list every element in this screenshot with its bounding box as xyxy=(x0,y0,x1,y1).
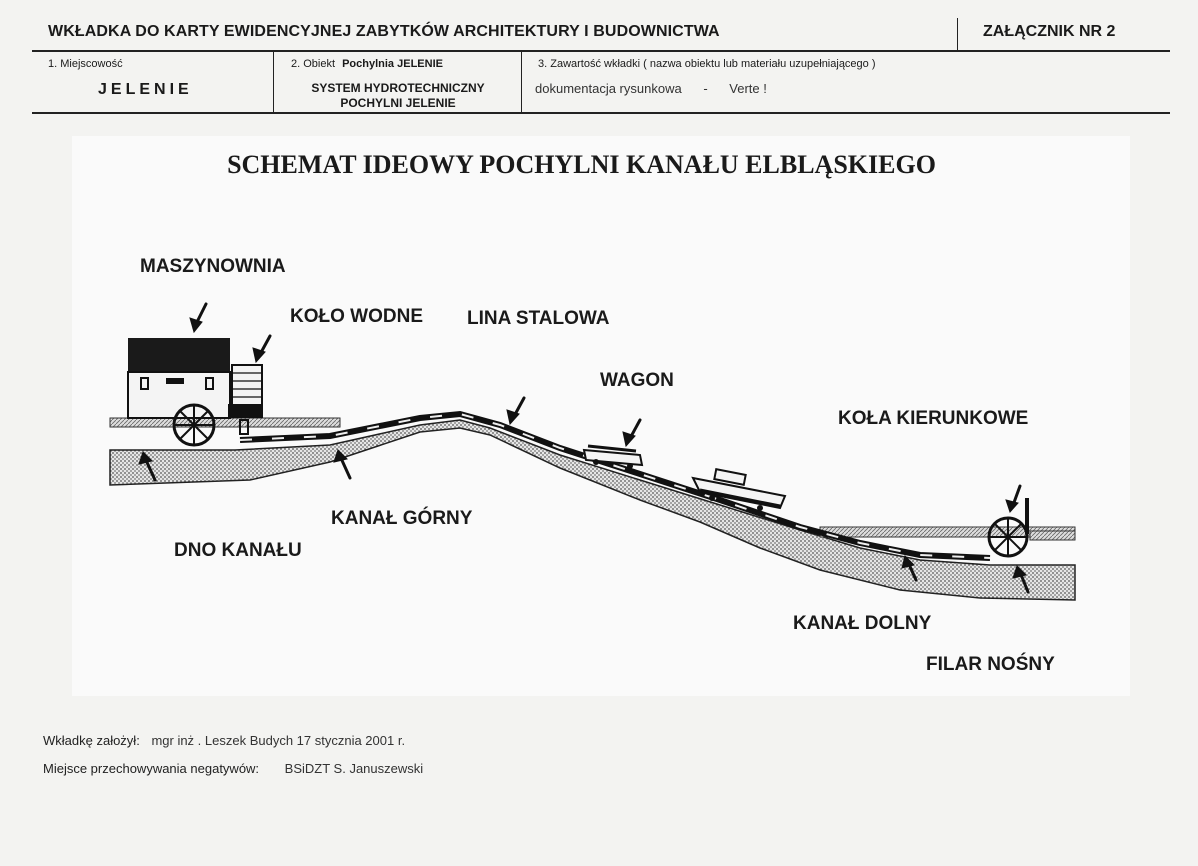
arrow-icon xyxy=(253,336,270,362)
label-support-pillar: FILAR NOŚNY xyxy=(926,654,1055,675)
object-label-text: 2. Obiekt xyxy=(291,58,336,70)
lower-canal-water-right xyxy=(1030,531,1075,540)
label-guide-wheels: KOŁA KIERUNKOWE xyxy=(838,408,1029,429)
storage-value: BSiDZT S. Januszewski xyxy=(284,761,424,776)
label-lower-canal: KANAŁ DOLNY xyxy=(793,613,932,634)
object-value-line2: POCHYLNI JELENIE xyxy=(340,96,456,110)
label-wagon: WAGON xyxy=(600,370,674,391)
storage-label: Miejsce przechowywania negatywów: xyxy=(43,761,260,776)
label-water-wheel: KOŁO WODNE xyxy=(290,306,423,327)
upper-canal-water xyxy=(110,418,340,427)
label-canal-bottom: DNO KANAŁU xyxy=(174,540,302,561)
arrow-icon xyxy=(507,398,524,424)
annex-number: ZAŁĄCZNIK NR 2 xyxy=(983,23,1116,40)
object-label-value: Pochylnia JELENIE xyxy=(342,58,443,70)
storage-line xyxy=(43,761,423,776)
arrow-icon xyxy=(1006,486,1020,512)
author-line xyxy=(43,733,405,748)
author-label: Wkładkę założył: xyxy=(43,733,140,748)
content-label: 3. Zawartość wkładki ( nazwa obiektu lub materiału uzupełniającego ) xyxy=(538,58,876,70)
card-title: WKŁADKA DO KARTY EWIDENCYJNEJ ZABYTKÓW ARCHITEKTURY I BUDOWNICTWA xyxy=(48,23,720,40)
arrow-icon xyxy=(190,304,206,332)
object-value-line1: SYSTEM HYDROTECHNICZNY xyxy=(311,81,485,95)
diagram-title: SCHEMAT IDEOWY POCHYLNI KANAŁU ELBLĄSKIEGO xyxy=(227,150,936,179)
label-upper-canal: KANAŁ GÓRNY xyxy=(331,508,473,529)
author-value: mgr inż . Leszek Budych 17 stycznia 2001 r. xyxy=(151,733,406,748)
content-value-part2: Verte ! xyxy=(729,81,767,96)
locality-label: 1. Miejscowość xyxy=(48,58,123,70)
label-engine-house: MASZYNOWNIA xyxy=(140,256,286,277)
content-value-sep: - xyxy=(703,81,708,96)
arrow-icon xyxy=(623,420,640,446)
locality-value: JELENIE xyxy=(98,81,193,98)
label-steel-rope: LINA STALOWA xyxy=(467,308,610,329)
content-value-part1: dokumentacja rysunkowa xyxy=(535,81,682,96)
